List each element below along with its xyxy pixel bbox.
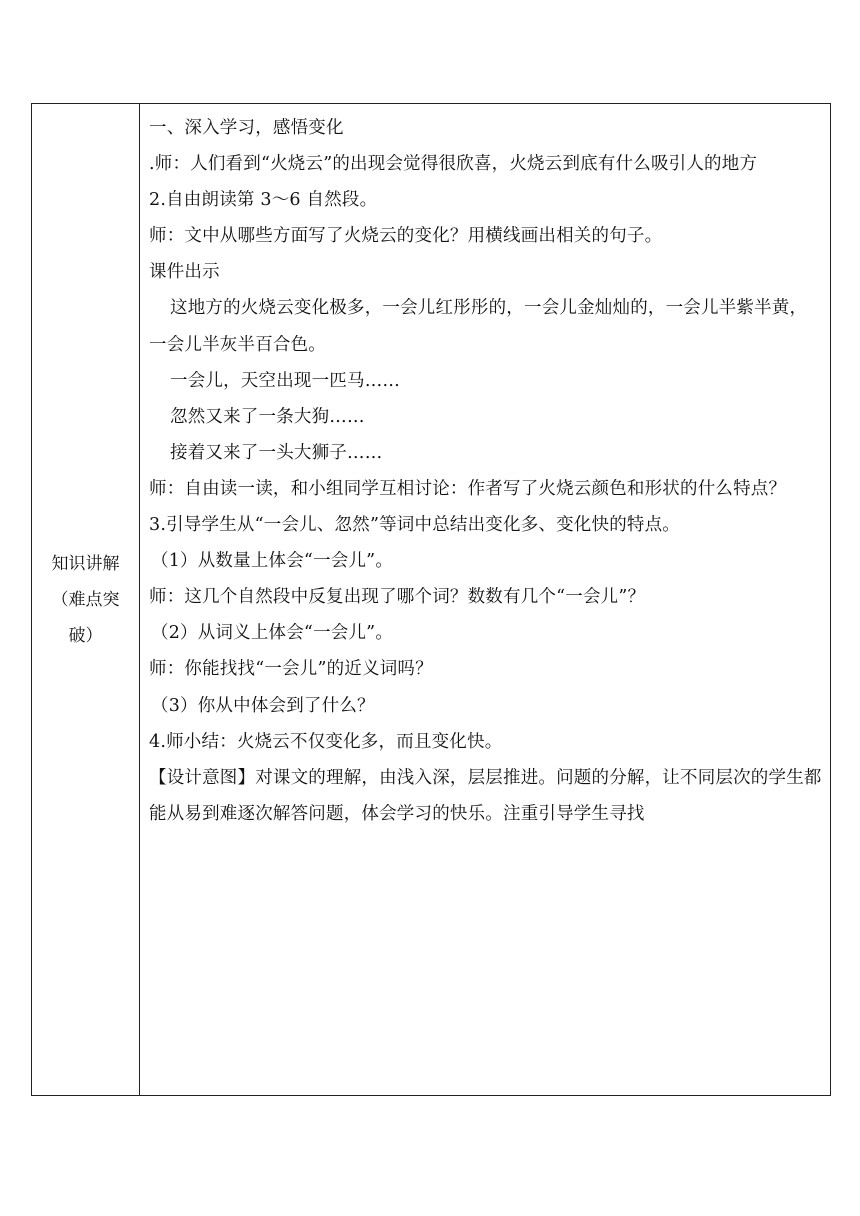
sub-item: （1）从数量上体会“一会儿”。 (151, 551, 394, 572)
paragraph: 师：文中从哪些方面写了火烧云的变化？用横线画出相关的句子。 (149, 226, 663, 247)
quoted-text: 一会儿，天空出现一匹马…… (170, 370, 401, 391)
paragraph: 师：自由读一读，和小组同学互相讨论：作者写了火烧云颜色和形状的什么特点？ (149, 478, 787, 499)
section-heading: 一、深入学习，感悟变化 (149, 118, 344, 138)
sub-item: （3）你从中体会到了什么？ (151, 695, 375, 716)
quoted-text: 接着又来了一头大狮子…… (170, 442, 383, 463)
sub-item: （2）从词义上体会“一会儿”。 (151, 623, 394, 644)
section-label-line: 知识讲解 (51, 553, 120, 574)
quoted-text: 忽然又来了一条大狗…… (170, 406, 365, 427)
paragraph: 师：你能找找“一会儿”的近义词吗？ (149, 659, 433, 680)
section-label-line: 破） (68, 625, 103, 646)
paragraph: 师：这几个自然段中反复出现了哪个词？数数有几个“一会儿”？ (149, 587, 646, 608)
paragraph: 4.师小结：火烧云不仅变化多，而且变化快。 (149, 731, 503, 752)
design-intent: 【设计意图】对课文的理解，由浅入深，层层推进。问题的分解，让不同层次的学生都能从易到难逐次解答问题，体会学习的快乐。注重引导学生寻找 (149, 767, 822, 824)
section-label (32, 546, 139, 654)
section-label-line: （难点突 (51, 589, 120, 610)
paragraph: .师：人们看到“火烧云”的出现会觉得很欣喜，火烧云到底有什么吸引人的地方 (149, 154, 758, 175)
paragraph: 3.引导学生从“一会儿、忽然”等词中总结出变化多、变化快的特点。 (149, 515, 680, 536)
lesson-content (140, 104, 830, 832)
table-row (32, 104, 831, 1096)
quoted-text: 这地方的火烧云变化极多，一会儿红彤彤的，一会儿金灿灿的，一会儿半紫半黄，一会儿半灰半百合色。 (149, 298, 808, 355)
lesson-plan-table (31, 103, 831, 1096)
paragraph: 2.自由朗读第 3～6 自然段。 (149, 190, 378, 211)
content-cell (140, 104, 831, 1096)
paragraph: 课件出示 (149, 262, 220, 283)
section-label-cell (32, 104, 140, 1096)
